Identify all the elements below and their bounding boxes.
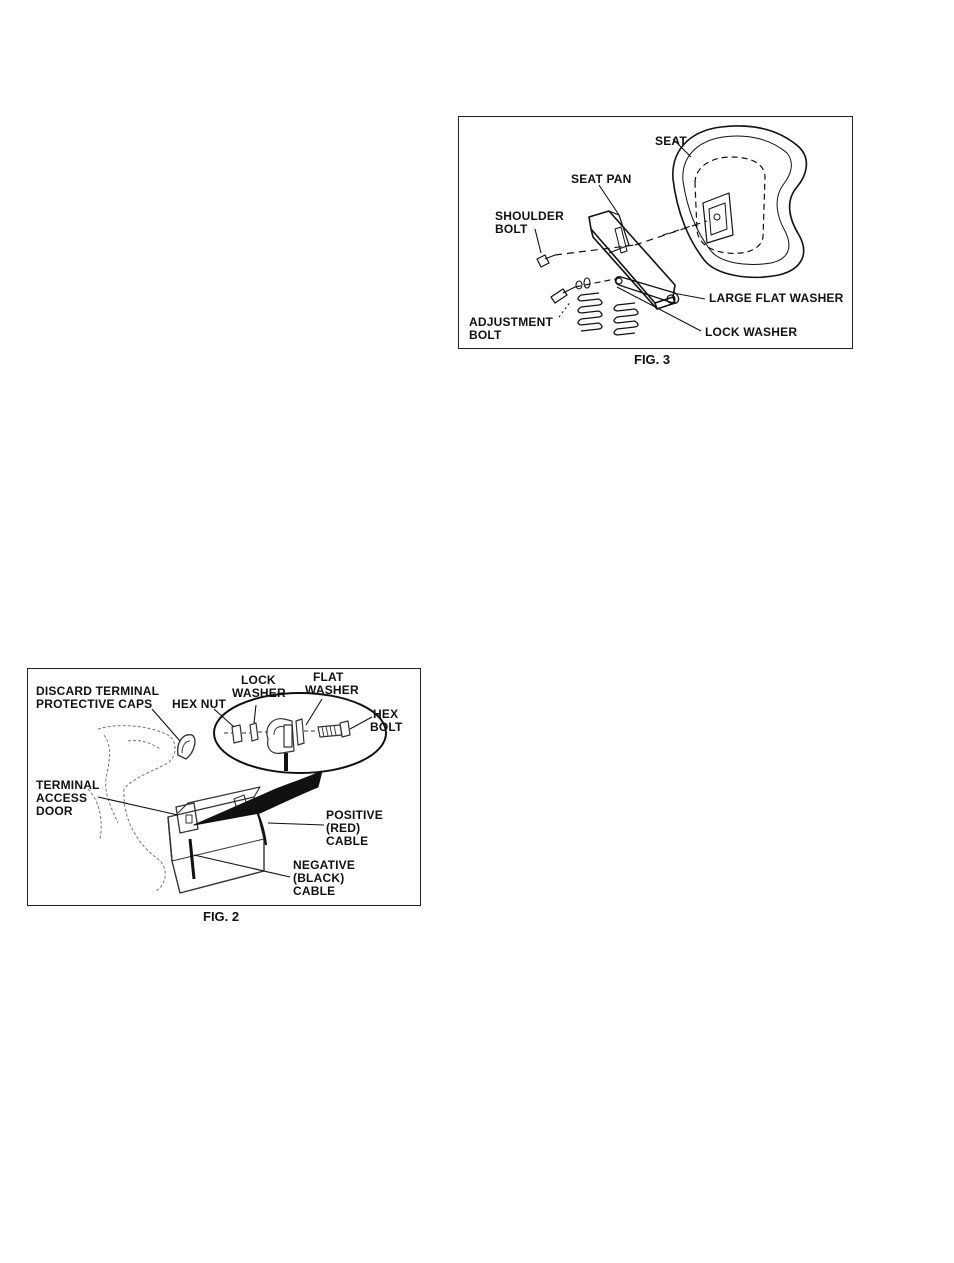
label-shoulder-bolt-line2: BOLT [495,222,528,236]
label-large-flat-washer: LARGE FLAT WASHER [709,291,844,305]
tractor-body-outline [88,726,175,891]
label-discard-caps-line2: PROTECTIVE CAPS [36,697,153,711]
figure-2-battery-terminals [27,668,421,906]
label-adjustment-bolt-line1: ADJUSTMENT [469,315,554,329]
label-positive-cable-line3: CABLE [326,834,369,848]
label-positive-cable-line1: POSITIVE [326,808,383,822]
label-negative-cable-line1: NEGATIVE [293,858,356,872]
label-lock-washer-line1: LOCK [241,673,276,687]
shoulder-bolt-part [537,255,549,267]
label-shoulder-bolt-line1: SHOULDER [495,209,564,223]
label-terminal-door-line3: DOOR [36,804,73,818]
seat-shell-inner [683,136,792,265]
figure-3-seat-assembly [458,116,853,349]
label-negative-cable-line3: CABLE [293,884,336,898]
negative-cable [190,839,194,879]
spring-right [614,303,638,335]
label-lock-washer-line2: WASHER [232,686,286,700]
figure-2-caption: FIG. 2 [203,909,240,924]
label-flat-washer-line2: WASHER [305,683,359,697]
label-terminal-door-line2: ACCESS [36,791,88,805]
protective-cap-part [178,735,195,759]
label-negative-cable-line2: (BLACK) [293,871,345,885]
hex-nut-part [232,725,242,743]
figure-3-caption: FIG. 3 [634,352,671,367]
seat-pan-front-roll [615,277,678,304]
seat-mount-plate [703,193,733,243]
label-seat-pan: SEAT PAN [571,172,632,186]
terminal-access-door-part [176,803,198,833]
adjustment-bolt-part [551,289,567,303]
terminal-clamp-part [267,719,294,754]
label-discard-caps-line1: DISCARD TERMINAL [36,684,160,698]
label-lock-washer: LOCK WASHER [705,325,798,339]
label-hex-bolt-line2: BOLT [370,720,403,734]
lock-washer-part [250,723,258,741]
flat-washer-part [296,719,304,745]
spring-left [578,293,602,331]
label-hex-bolt-line1: HEX [373,707,399,721]
magnified-detail-ellipse [214,693,386,773]
label-flat-washer-line1: FLAT [313,670,344,684]
label-terminal-door-line1: TERMINAL [36,778,100,792]
label-hex-nut: HEX NUT [172,697,227,711]
label-positive-cable-line2: (RED) [326,821,361,835]
label-seat: SEAT [655,134,687,148]
label-adjustment-bolt-line2: BOLT [469,328,502,342]
